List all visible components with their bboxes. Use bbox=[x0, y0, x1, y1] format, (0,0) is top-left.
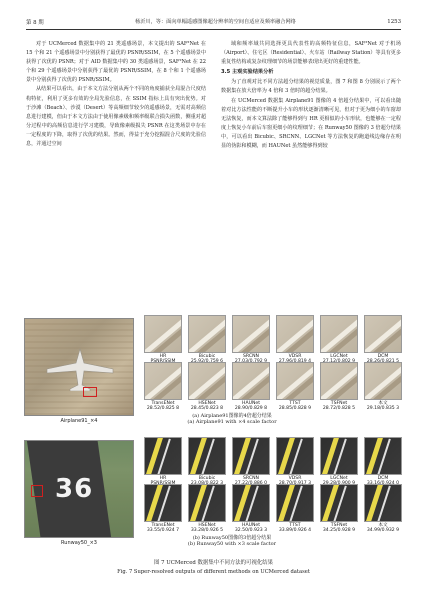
result-tile bbox=[232, 437, 270, 475]
method-name: LGCNet bbox=[330, 475, 348, 481]
zoom-region-box bbox=[83, 387, 97, 397]
method-name: DCM bbox=[377, 475, 389, 481]
paragraph: 域和频率域共同选择更具代表性的高频特征信息，SAF²Net 对于机场（Airport）、住宅区（Residential）、火车站（Railway Station）等具有更多重复性结构或复杂纹理细节的场景能够表现出更好的重建性能。 bbox=[221, 41, 401, 66]
subfigure-caption-cn: (a) Airplane91图像的4倍超分结果 bbox=[192, 413, 272, 419]
result-tile bbox=[364, 484, 402, 522]
method-name: 本文 bbox=[378, 522, 388, 528]
subfigure-caption-cn: (b) Runway50图像的3倍超分结果 bbox=[192, 535, 272, 541]
psnr-ssim-score: 34.25/0.928 9 bbox=[322, 527, 356, 533]
method-name: VDSR bbox=[288, 475, 302, 481]
result-tile bbox=[364, 362, 402, 400]
figure-row-runway bbox=[22, 437, 405, 547]
psnr-ssim-score: 28.85/0.828 9 bbox=[278, 405, 312, 411]
paragraph: 为了直观对比不同方法超分结果的视觉质量，图 7 和图 8 分别展示了两个数据集在放大倍率为 4 倍和 3 倍时的超分结果。 bbox=[221, 79, 401, 95]
issue-number: 第 8 期 bbox=[26, 19, 44, 26]
result-tile bbox=[364, 437, 402, 475]
psnr-ssim-score: 32.50/0.923 3 bbox=[234, 527, 268, 533]
method-name: HSENet bbox=[198, 400, 216, 406]
result-tile bbox=[188, 484, 226, 522]
figure-row-airplane bbox=[22, 315, 405, 425]
result-tile bbox=[144, 362, 182, 400]
psnr-ssim-score: 29.18/0.835 3 bbox=[366, 405, 400, 411]
method-name: 本文 bbox=[378, 400, 388, 406]
method-name: TSFNet bbox=[330, 522, 348, 528]
method-name: VDSR bbox=[288, 353, 302, 359]
result-tile bbox=[144, 484, 182, 522]
method-name: TSFNet bbox=[330, 400, 348, 406]
left-column bbox=[26, 40, 206, 149]
result-tile bbox=[276, 315, 314, 353]
page-number: 1253 bbox=[387, 18, 401, 25]
method-name: SRCNN bbox=[243, 475, 259, 481]
method-name: TTST bbox=[289, 400, 301, 406]
method-name: HR bbox=[159, 475, 167, 481]
method-name: LGCNet bbox=[330, 353, 348, 359]
result-tile bbox=[276, 362, 314, 400]
psnr-ssim-score: 33.28/0.926 5 bbox=[190, 527, 224, 533]
paragraph: 从结果可以看出，由于本文方法分别从两个不同的角度捕获全局混合尺度结构特征，利用了更多有效的全局先验信息，在 SSIM 指标上具有突出优势。对于沙滩（Beach）、沙漠（Desert）等高频细节较少的遥感场景，无需对高频信息进行建模，但由于本文方法由于使用像素级和频率级联合损失函数，侧重对超分过程中的高频信息进行学习建模，导致像素级损失 PSNR 在这类场景中存在一定程度的下降，取得了次优的结果。然而，得益于充分挖掘混合尺度的先验信息，并通过空间 bbox=[26, 86, 206, 148]
method-name: TransENet bbox=[151, 400, 175, 406]
result-tile bbox=[320, 437, 358, 475]
result-tile bbox=[188, 362, 226, 400]
result-tile bbox=[320, 315, 358, 353]
psnr-ssim-score: 28.72/0.828 5 bbox=[322, 405, 356, 411]
psnr-ssim-score: 28.52/0.825 8 bbox=[146, 405, 180, 411]
psnr-ssim-score: 33.55/0.924 7 bbox=[146, 527, 180, 533]
image-label: Runway50_×3 bbox=[61, 540, 97, 546]
result-tile bbox=[364, 315, 402, 353]
figure-caption-cn: 图 7 UCMerced 数据集中不同方法的可视化结果 bbox=[153, 560, 274, 566]
result-tile bbox=[188, 315, 226, 353]
result-tile bbox=[232, 484, 270, 522]
result-tile bbox=[276, 484, 314, 522]
result-tile bbox=[232, 315, 270, 353]
tile-label bbox=[354, 523, 412, 534]
page-header bbox=[26, 18, 401, 30]
psnr-ssim-score: 34.99/0.932 9 bbox=[366, 527, 400, 533]
paragraph: 在 UCMerced 数据集 Airplane91 图像的 4 倍超分结果中，可以看出随着对比方法性能的不断提升小车的形状逐渐清晰可见，但对于更为细小的车窗却无法恢复，而本文算法除了能够得到与 HR 更相似的小车形状，也能够在一定程度上恢复小车前后车窗更细小的纹理细节；在 Runway50 图像的 3 倍超分结果中，可以看出 Bicubic、SRCNN、LGCNet 等方法恢复的跑道线边缘存在明显的伪影和模糊，而 HAUNet 虽然能够得到较 bbox=[221, 97, 401, 150]
subfigure-caption-en: (b) Runway50 with ×3 scale factor bbox=[187, 541, 277, 547]
method-name: SRCNN bbox=[243, 353, 259, 359]
method-name: HSENet bbox=[198, 522, 216, 528]
airplane-shape-icon bbox=[45, 347, 115, 391]
figure-caption-en: Fig. 7 Super-resolved outputs of different methods on UCMerced dataset bbox=[117, 569, 310, 575]
image-label: Airplane91_×4 bbox=[60, 418, 98, 424]
right-column bbox=[221, 40, 401, 151]
method-name: TransENet bbox=[151, 522, 175, 528]
running-title: 杨沂川，等：面向单幅遥感图像超分辨率的空间自适应及频率融合网络 bbox=[135, 19, 296, 25]
tile-label bbox=[354, 401, 412, 412]
psnr-ssim-score: 28.45/0.823 8 bbox=[190, 405, 224, 411]
result-tile bbox=[144, 437, 182, 475]
runway-number: 36 bbox=[55, 474, 94, 504]
method-name: Bicubic bbox=[198, 475, 216, 481]
subfigure-caption-en: (a) Airplane91 with ×4 scale factor bbox=[187, 419, 277, 425]
method-name: TTST bbox=[289, 522, 301, 528]
section-heading: 3.5 主观实验结果分析 bbox=[221, 69, 274, 76]
psnr-ssim-score: 28.90/0.829 8 bbox=[234, 405, 268, 411]
method-name: HR bbox=[159, 353, 167, 359]
zoom-region-box bbox=[31, 485, 43, 497]
runway-image bbox=[24, 440, 134, 538]
paragraph: 对于 UCMerced 数据集中的 21 类遥感场景，本文提出的 SAF²Net 在 15 个和 21 个遥感场景中分别获得了最优的 PSNR/SSIM，在 5 个遥感场景中获得了次优的 PSNR；对于 AID 数据集中的 30 类遥感场景，SAF²Net 在 22 个和 29 个遥感场景中分别获得了最优的 PSNR/SSIM，在 8 个和 1 个遥感场景中分别获得了次优的 PSNR/SSIM。 bbox=[26, 41, 206, 84]
method-name: HAUNet bbox=[241, 400, 261, 406]
result-tile bbox=[188, 437, 226, 475]
airplane-image bbox=[24, 318, 134, 416]
result-tile bbox=[144, 315, 182, 353]
result-tile bbox=[232, 362, 270, 400]
psnr-ssim-score: 33.89/0.926 4 bbox=[278, 527, 312, 533]
result-tile bbox=[320, 484, 358, 522]
method-name: HAUNet bbox=[241, 522, 261, 528]
method-name: Bicubic bbox=[198, 353, 216, 359]
result-tile bbox=[320, 362, 358, 400]
result-tile bbox=[276, 437, 314, 475]
method-name: DCM bbox=[377, 353, 389, 359]
